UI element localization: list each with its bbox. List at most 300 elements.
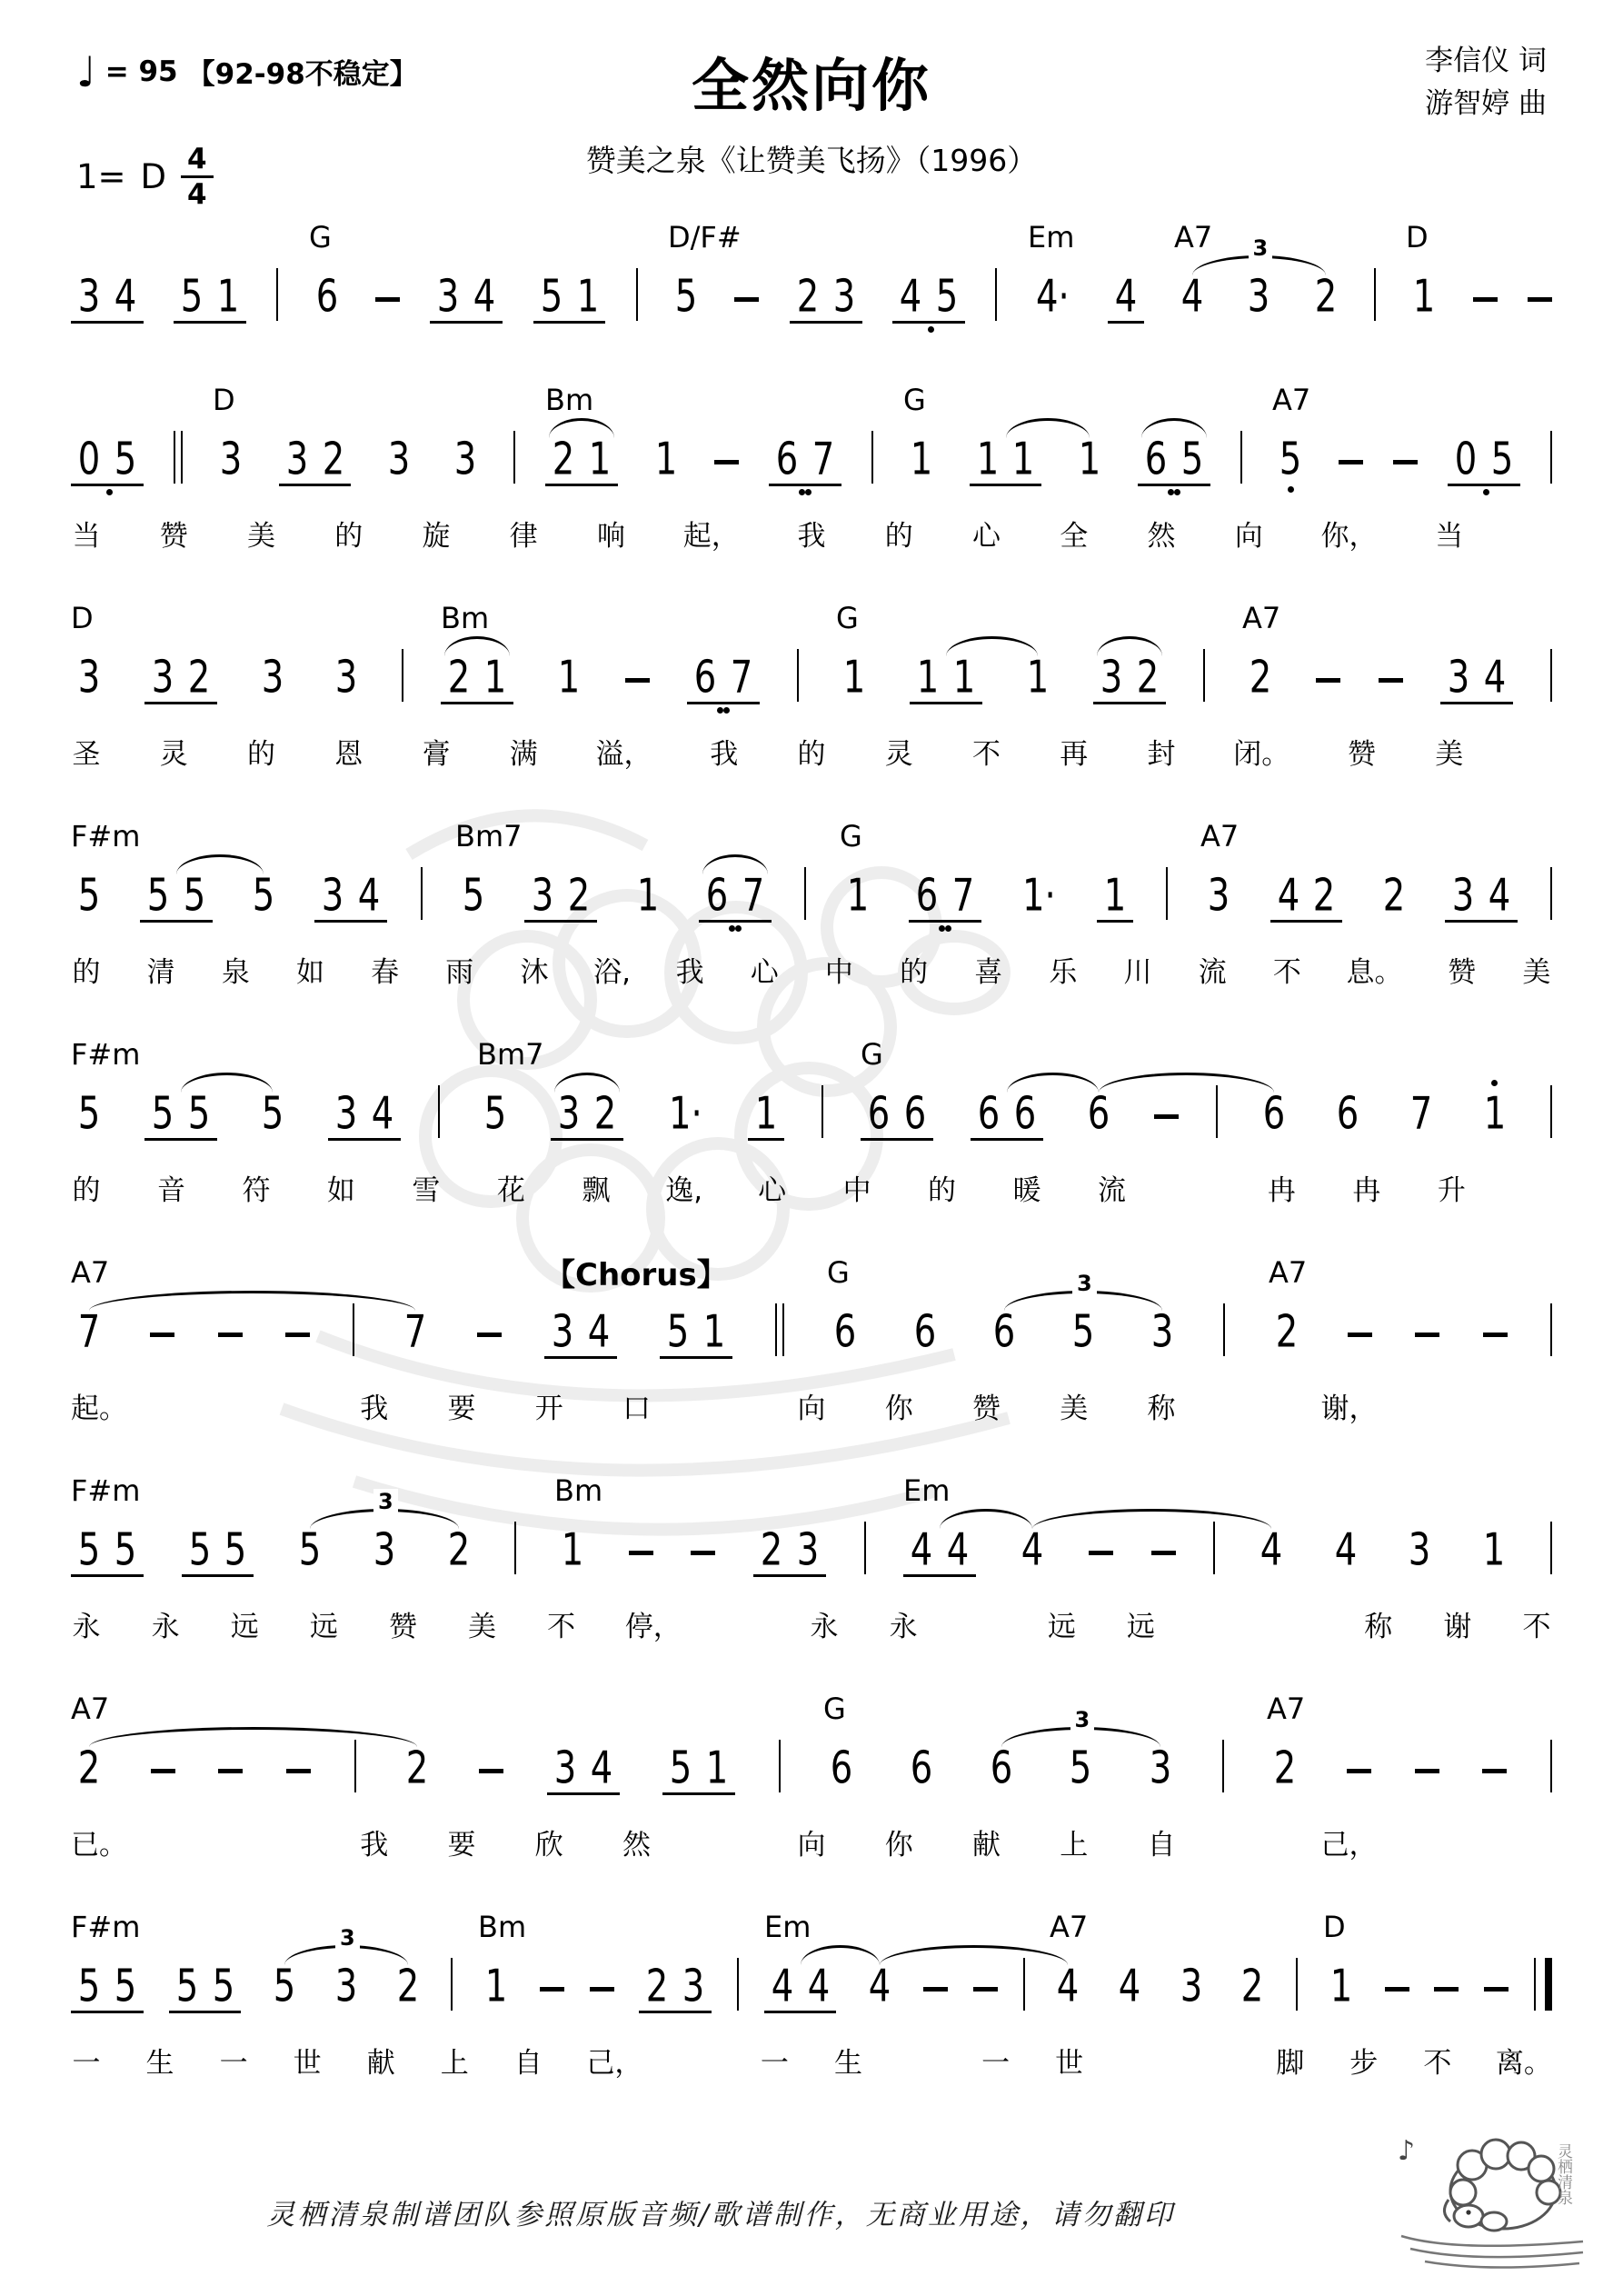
chord-label: D <box>213 383 235 417</box>
note-token <box>790 260 862 335</box>
chord-row <box>71 1908 1552 1950</box>
lyrics-row <box>71 1603 1552 1644</box>
note-number: 1 <box>636 869 660 923</box>
note-number: 3 <box>334 651 358 704</box>
note-digits <box>1374 272 1376 321</box>
note-number: 4 <box>587 1305 611 1359</box>
note-digits <box>285 1307 310 1356</box>
note-cell <box>897 1087 933 1141</box>
note-cell <box>140 869 176 923</box>
barline <box>636 268 638 321</box>
note-cell <box>583 1742 620 1795</box>
note-cell <box>699 1742 735 1795</box>
lyrics-row <box>71 513 1552 554</box>
chord-row <box>71 1472 1552 1513</box>
logo-text: 灵栖清泉 <box>1554 2143 1572 2205</box>
note-token <box>547 1732 620 1807</box>
note-cell <box>970 433 1006 486</box>
note-digits <box>477 1087 513 1141</box>
octave-dots-above <box>670 1950 681 1962</box>
note-token <box>514 1513 516 1586</box>
note-token <box>1376 859 1412 932</box>
note-number: 4 <box>1488 869 1510 923</box>
barline <box>797 649 799 702</box>
octave-dot-below <box>928 326 934 333</box>
note-number: 1 <box>842 651 866 704</box>
note-cell <box>1174 270 1210 324</box>
lyric-syllable: 欣 <box>534 1829 563 1862</box>
note-number: 1 <box>588 433 612 486</box>
chord-row <box>71 1035 1552 1077</box>
chord-label: Bm <box>441 601 490 635</box>
note-cell <box>662 1742 699 1795</box>
notation-system <box>71 1253 1552 1426</box>
note-cell <box>661 1087 711 1141</box>
lyric-syllable: 已。 <box>71 1829 127 1862</box>
barline <box>276 268 278 321</box>
lyric-syllable: 我 <box>797 520 826 553</box>
note-digits <box>402 653 403 702</box>
note-number: 3 <box>77 651 101 704</box>
note-digits <box>478 1962 514 2011</box>
note-token <box>775 1295 784 1368</box>
note-token <box>907 1295 943 1368</box>
note-digits <box>861 1089 933 1141</box>
note-number: 3 <box>151 651 174 704</box>
note-digits <box>1406 270 1442 324</box>
note-token <box>687 641 760 716</box>
note-cell <box>554 1523 591 1577</box>
note-digits <box>629 1525 653 1574</box>
note-token <box>1374 260 1376 333</box>
note-number: 7 <box>812 433 835 486</box>
lyric-syllable: 赞 <box>388 1611 417 1643</box>
note-digits <box>1339 434 1363 484</box>
note-token <box>381 423 417 495</box>
note-digits <box>836 653 872 702</box>
note-number: 1 <box>1103 869 1127 923</box>
note-digits <box>1071 434 1108 484</box>
dot-cell <box>939 925 945 932</box>
note-token <box>769 423 841 498</box>
note-token <box>903 423 940 495</box>
lyric-syllable: 心 <box>750 956 779 989</box>
duration-dash <box>1415 1769 1439 1773</box>
note-number: 4 <box>1114 270 1137 324</box>
note-digits <box>1329 1087 1366 1141</box>
note-cell <box>1007 1087 1043 1141</box>
lyric-syllable: 浴, <box>593 956 631 989</box>
note-digits <box>1448 434 1520 486</box>
barline <box>1296 1958 1298 2011</box>
lyric-syllable: 己， <box>1320 1829 1378 1862</box>
note-number: 5 <box>1490 433 1514 486</box>
note-number: 3 <box>557 1087 581 1141</box>
note-cell <box>71 270 107 324</box>
note-number: 2 <box>447 1523 470 1577</box>
note-token <box>1393 423 1418 495</box>
octave-dots-below <box>693 1795 704 1807</box>
note-cell <box>314 869 351 923</box>
tempo-remark: 【92-98不稳定】 <box>186 58 418 91</box>
dot-cell <box>1491 1080 1498 1086</box>
note-digits <box>524 871 597 923</box>
octave-dot-below <box>106 489 113 495</box>
note-token <box>779 1732 781 1804</box>
note-token <box>455 859 492 932</box>
key-value: D <box>140 157 167 197</box>
note-number: 1 <box>916 651 940 704</box>
chord-label: G <box>309 220 332 255</box>
note-token <box>174 423 183 495</box>
lyric-syllable <box>907 2040 938 2081</box>
note-digits <box>1348 1307 1372 1356</box>
note-cell <box>1050 1960 1086 2013</box>
lyric-syllable <box>184 1385 214 1426</box>
note-digits <box>354 1743 356 1792</box>
lyric-syllable: 你 <box>884 1393 913 1425</box>
note-digits <box>533 272 606 324</box>
lyric-syllable <box>1128 2040 1159 2081</box>
note-digits <box>1434 1962 1459 2011</box>
note-cell <box>660 1305 696 1359</box>
note-cell <box>447 433 483 486</box>
octave-dots-below <box>795 2013 806 2025</box>
note-number: 6 <box>910 1742 933 1795</box>
octave-dots-below <box>1168 486 1180 498</box>
note-token <box>823 1732 860 1804</box>
duration-dash <box>285 1333 310 1337</box>
note-digits <box>764 1962 837 2013</box>
production-credit: 灵栖清泉制谱团队参照原版音频/歌谱制作，无商业用途，请勿翻印 <box>266 2199 1175 2231</box>
note-token <box>662 1732 735 1807</box>
note-number: 3 <box>1208 869 1230 923</box>
sheep-logo <box>1385 2109 1603 2272</box>
note-digits <box>540 1962 564 2011</box>
lyric-syllable: 己， <box>586 2047 643 2080</box>
chord-label: Bm7 <box>455 819 523 854</box>
note-number: 6 <box>775 433 799 486</box>
dot-cell <box>723 707 730 714</box>
note-cell <box>477 1087 513 1141</box>
sheet-header <box>71 27 1552 218</box>
duration-dash <box>1415 1333 1439 1337</box>
note-cell <box>477 651 513 704</box>
note-digits <box>1379 653 1403 702</box>
lyric-syllable: 流 <box>1097 1174 1126 1207</box>
note-cell <box>181 1087 217 1141</box>
note-cell <box>254 1087 291 1141</box>
duration-dash <box>1316 678 1340 683</box>
note-number: 2 <box>1136 651 1160 704</box>
note-number: 6 <box>915 869 938 923</box>
dot-cell <box>106 489 113 495</box>
time-signature-bottom: 4 <box>187 178 207 212</box>
duration-dash <box>1473 297 1498 302</box>
note-cell <box>1014 1523 1050 1577</box>
lyric-syllable: 不 <box>1522 1611 1551 1643</box>
note-digits <box>625 653 650 702</box>
duration-dash <box>540 1987 564 1992</box>
note-digits <box>71 869 107 923</box>
note-number: 7 <box>730 651 752 704</box>
note-cell <box>364 1087 401 1141</box>
note-cell <box>630 869 666 923</box>
note-digits <box>892 272 965 324</box>
note-digits <box>1550 1525 1552 1574</box>
lyric-syllable: 的 <box>884 520 913 553</box>
note-number: 6 <box>693 651 716 704</box>
octave-dots-below <box>175 1141 186 1153</box>
note-token <box>71 423 144 498</box>
note-digits <box>1166 871 1168 920</box>
note-token <box>836 641 872 714</box>
octave-dots-above <box>718 641 729 653</box>
chord-label: D <box>1323 1910 1346 1944</box>
octave-dots-below <box>310 486 321 498</box>
octave-dots-below <box>171 923 182 934</box>
lyric-syllable: 满 <box>509 738 538 771</box>
lyric-syllable: 远 <box>1126 1611 1155 1643</box>
note-digits <box>699 871 772 923</box>
note-token <box>1473 260 1498 333</box>
lyric-syllable: 永 <box>151 1611 180 1643</box>
note-cell <box>1484 433 1520 486</box>
octave-dots-above <box>102 423 113 434</box>
lyric-syllable <box>1201 2040 1232 2081</box>
note-cell <box>1020 651 1056 704</box>
octave-dots-above <box>891 1077 902 1089</box>
note-cell <box>169 1960 205 2013</box>
note-digits <box>1550 1743 1552 1792</box>
chord-label: D <box>1406 220 1429 255</box>
lyric-syllable <box>1434 1822 1465 1862</box>
note-cell <box>826 270 862 324</box>
lyric-syllable: 生 <box>833 2047 862 2080</box>
lyric-syllable: 美 <box>247 520 275 553</box>
note-number: 3 <box>1100 651 1123 704</box>
dot-cell <box>1483 489 1489 495</box>
note-token <box>1323 1950 1359 2022</box>
barline <box>438 1085 440 1138</box>
lyric-syllable: 起， <box>682 520 740 553</box>
note-digits <box>639 1962 712 2013</box>
note-cell <box>524 869 561 923</box>
lyric-syllable: 献 <box>972 1829 1001 1862</box>
note-digits <box>286 1743 311 1792</box>
chord-label: Bm <box>545 383 594 417</box>
note-number: 2 <box>645 1960 669 2013</box>
note-digits <box>995 272 997 321</box>
note-number: 6 <box>977 1087 1001 1141</box>
note-digits <box>1267 1742 1303 1795</box>
note-digits <box>328 1089 401 1141</box>
note-cell <box>551 651 587 704</box>
lyric-syllable: 溢， <box>595 738 652 771</box>
octave-dots-above <box>212 1513 223 1525</box>
note-number: 5 <box>224 1523 247 1577</box>
octave-dots-below <box>691 1359 702 1371</box>
note-token <box>1348 1295 1372 1368</box>
note-number: 6 <box>913 1305 936 1359</box>
note-digits <box>1403 1087 1439 1141</box>
note-digits <box>169 1962 242 2013</box>
note-digits <box>823 1742 860 1795</box>
note-number: 4 <box>1056 1960 1080 2013</box>
duration-dash <box>590 1987 614 1992</box>
chord-label: F#m <box>71 1910 141 1944</box>
note-cell <box>1440 651 1477 704</box>
credits <box>1425 40 1547 125</box>
note-digits <box>1028 270 1078 324</box>
lyric-syllable: 远 <box>309 1611 338 1643</box>
note-cell <box>71 1742 107 1795</box>
final-barline <box>1534 1958 1552 2011</box>
lyric-syllable: 喜 <box>974 956 1003 989</box>
chord-label: F#m <box>71 1473 141 1508</box>
note-number: 4 <box>1260 1523 1283 1577</box>
note-digits <box>71 1525 144 1577</box>
chord-label: F#m <box>71 1037 141 1072</box>
duration-dash <box>1339 460 1363 464</box>
key-label: 1= <box>76 157 126 197</box>
chord-label: A7 <box>1200 819 1240 854</box>
note-digits <box>1014 869 1064 923</box>
note-cell <box>205 1960 242 2013</box>
note-token <box>182 1513 254 1589</box>
octave-dots-below <box>922 324 934 335</box>
lyric-syllable: 生 <box>145 2047 174 2080</box>
note-token <box>1111 1950 1148 2022</box>
lyric-syllable: 全 <box>1060 520 1089 553</box>
note-number: 6 <box>990 1742 1012 1795</box>
note-cell <box>639 1960 675 2013</box>
chord-row <box>71 381 1552 423</box>
chord-label: A7 <box>1267 1692 1306 1726</box>
note-cell <box>827 1305 863 1359</box>
note-token <box>804 859 806 932</box>
note-token <box>1328 1513 1364 1586</box>
octave-dots-below <box>101 486 113 498</box>
note-digits <box>971 1089 1043 1141</box>
note-digits <box>547 1743 620 1795</box>
note-digits <box>144 1089 217 1141</box>
note-token <box>169 1950 242 2025</box>
note-cell <box>266 1960 303 2013</box>
chord-label: G <box>827 1255 850 1290</box>
chord-label: A7 <box>1050 1910 1089 1944</box>
note-number: 3 <box>322 869 344 923</box>
note-digits <box>804 871 806 920</box>
note-digits <box>1445 871 1518 923</box>
note-number: 2 <box>77 1742 101 1795</box>
note-token <box>309 260 345 333</box>
note-number: 1· <box>669 1087 702 1141</box>
lyric-syllable: 美 <box>1522 956 1551 989</box>
octave-dots-below <box>200 2013 211 2025</box>
note-cell <box>1097 869 1133 923</box>
octave-dots-below <box>1300 923 1311 934</box>
note-digits <box>1223 1307 1225 1356</box>
lyric-syllable: 逸, <box>665 1174 703 1207</box>
note-token <box>213 423 249 495</box>
lyric-syllable: 花 <box>496 1174 525 1207</box>
note-digits <box>1234 1962 1270 2011</box>
note-number: 3 <box>1248 270 1270 324</box>
note-digits <box>151 1743 175 1792</box>
note-number: 1 <box>654 433 678 486</box>
chord-label: Em <box>903 1473 951 1508</box>
tempo-marking <box>76 46 418 96</box>
note-digits <box>390 1962 426 2011</box>
lyric-syllable: 息。 <box>1346 956 1403 989</box>
lyric-syllable: 永 <box>810 1611 839 1643</box>
note-token <box>276 260 278 333</box>
note-cell <box>174 270 210 324</box>
quarter-note-icon: ♩ <box>76 46 96 96</box>
note-number: 2 <box>1250 651 1272 704</box>
note-number: 6 <box>1013 1087 1037 1141</box>
note-number: 5 <box>77 1087 101 1141</box>
octave-dots-above <box>1476 859 1487 871</box>
lyric-syllable: 的 <box>72 1174 101 1207</box>
note-cell <box>1308 270 1344 324</box>
note-token <box>1347 1732 1371 1804</box>
note-cell <box>983 1742 1020 1795</box>
lyric-syllable: 美 <box>1060 1393 1089 1425</box>
lyric-syllable: 心 <box>972 520 1001 553</box>
note-digits <box>1065 1305 1101 1359</box>
note-digits <box>1213 1525 1215 1574</box>
lyric-syllable: 冉 <box>1352 1174 1381 1207</box>
note-number: 2 <box>552 433 575 486</box>
note-token <box>625 641 650 714</box>
note-number: 4 <box>771 1960 793 2013</box>
notes-row <box>71 859 1552 934</box>
dot-cell <box>735 925 742 932</box>
note-token <box>909 859 981 934</box>
note-token <box>71 641 107 714</box>
octave-dot-below <box>799 489 805 495</box>
note-cell <box>1270 869 1307 923</box>
note-number: 7 <box>742 869 765 923</box>
chord-label: A7 <box>1242 601 1281 635</box>
note-digits <box>1240 434 1242 484</box>
lyric-syllable: 不 <box>1272 956 1301 989</box>
note-cell <box>328 1960 364 2013</box>
note-digits <box>668 270 704 324</box>
octave-dots-below <box>1000 486 1011 498</box>
note-number: 1 <box>1012 433 1035 486</box>
barline <box>1550 1740 1552 1792</box>
note-number: 5 <box>151 1087 174 1141</box>
note-digits <box>477 1307 502 1356</box>
duration-dash <box>923 1987 948 1992</box>
note-cell <box>1256 1087 1292 1141</box>
lyric-syllable: 向 <box>797 1393 826 1425</box>
note-number: 0 <box>1454 433 1478 486</box>
note-cell <box>210 270 246 324</box>
note-digits <box>1550 1089 1552 1138</box>
lyric-syllable: 赞 <box>1448 956 1477 989</box>
note-cell <box>769 433 805 486</box>
note-number: 1 <box>846 869 869 923</box>
duration-dash <box>1385 1987 1409 1992</box>
note-digits <box>1173 1962 1210 2011</box>
note-number: 6 <box>834 1305 857 1359</box>
note-digits <box>1272 434 1309 484</box>
note-number: 1 <box>484 651 507 704</box>
